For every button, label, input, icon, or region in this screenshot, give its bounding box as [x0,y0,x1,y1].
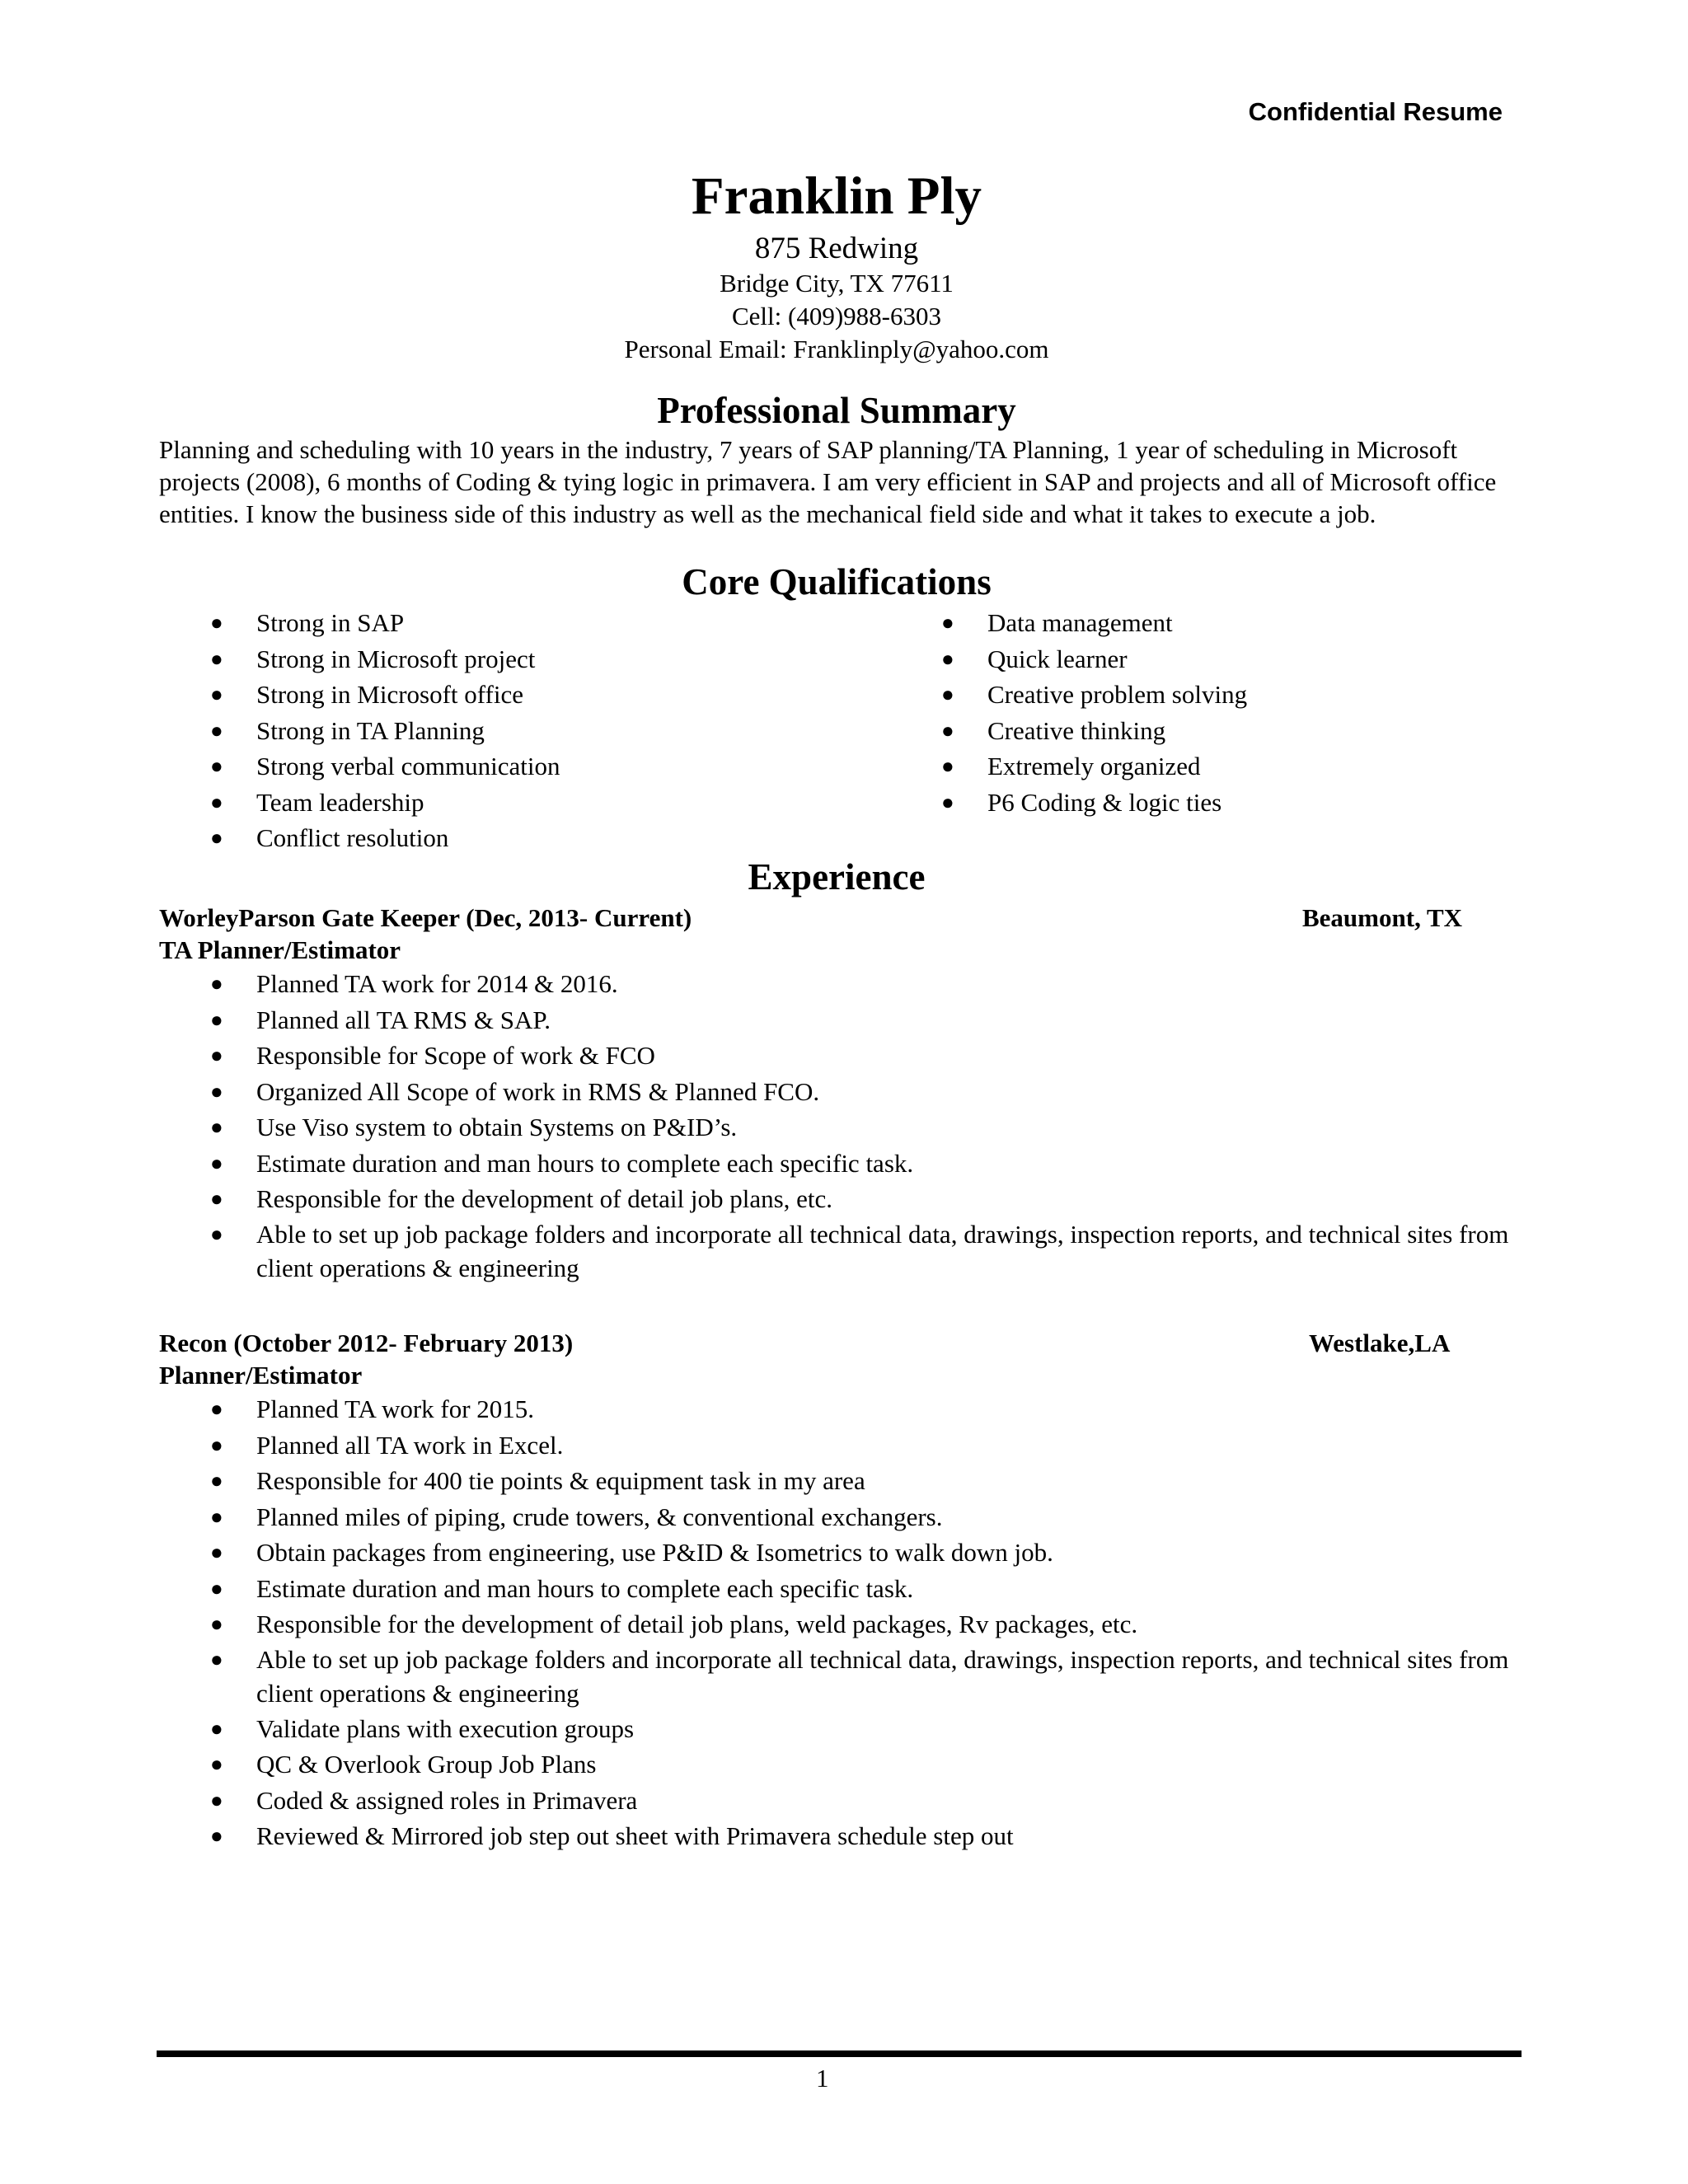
list-item: ● Strong verbal communication [159,748,818,785]
list-item: ● Team leadership [159,785,818,821]
bullet-icon: ● [210,1788,223,1812]
confidential-label: Confidential Resume [1248,97,1503,126]
bullet-icon: ● [210,754,223,778]
bullet-icon: ● [210,1647,223,1671]
job-duties-list [159,966,1511,1286]
bullet-icon: ● [210,1151,223,1175]
bullet-icon: ● [210,646,223,671]
list-item: ● Able to set up job package folders and incorporate all technical data, drawings, inspection reports, and technical sites from client operations & engineering [159,1217,1511,1286]
list-item: ● Data management [890,605,1517,641]
bullet-icon: ● [941,790,954,814]
street-address: 875 Redwing [754,232,919,265]
list-item: ● Responsible for 400 tie points & equipment task in my area [159,1463,1511,1499]
job-duties-list [159,1391,1511,1854]
list-item: ● Obtain packages from engineering, use P&ID & Isometrics to walk down job. [159,1535,1511,1571]
bullet-icon: ● [941,754,954,778]
list-item: ● Responsible for the development of detail job plans, etc. [159,1181,1511,1217]
bullet-icon: ● [941,611,954,635]
job-employer: WorleyParson Gate Keeper (Dec, 2013- Current) [159,903,692,932]
bullet-icon: ● [210,1432,223,1457]
bullet-icon: ● [210,790,223,814]
summary-heading: Professional Summary [657,390,1016,431]
summary-text: Planning and scheduling with 10 years in the industry, 7 years of SAP planning/TA Planning, 1 year of scheduling in Microsoft projects (2008), 6 months of Coding & tying logic in primavera. I am very efficient in SAP and projects and all of Microsoft office entities. I know the business side of this industry as well as the mechanical field side and what it takes to execute a job. [159,435,1497,528]
list-item: ● Validate plans with execution groups [159,1711,1511,1747]
list-item: ● Use Viso system to obtain Systems on P&ID’s. [159,1109,1511,1146]
bullet-icon: ● [210,1079,223,1104]
list-item: ● Strong in TA Planning [159,713,818,749]
qualifications-left-list [159,605,818,856]
bullet-icon: ● [210,1007,223,1032]
bullet-icon: ● [210,972,223,996]
list-item: ● Quick learner [890,641,1517,677]
bullet-icon: ● [210,682,223,706]
list-item: ● Estimate duration and man hours to complete each specific task. [159,1571,1511,1607]
bullet-icon: ● [210,1221,223,1246]
list-item: ● Estimate duration and man hours to complete each specific task. [159,1146,1511,1182]
list-item: ● QC & Overlook Group Job Plans [159,1746,1511,1783]
list-item: ● Planned TA work for 2015. [159,1391,1511,1427]
qualifications-right-list [890,605,1517,820]
list-item: ● Reviewed & Mirrored job step out sheet with Primavera schedule step out [159,1818,1511,1854]
list-item: ● Strong in SAP [159,605,818,641]
job-location: Beaumont, TX [1302,903,1463,932]
bullet-icon: ● [210,1469,223,1493]
bullet-icon: ● [210,1612,223,1636]
job-role: TA Planner/Estimator [159,935,401,964]
list-item: ● Able to set up job package folders and incorporate all technical data, drawings, inspection reports, and technical sites from client operations & engineering [159,1643,1511,1711]
list-item: ● Conflict resolution [159,820,818,856]
bullet-icon: ● [941,682,954,706]
list-item: ● Strong in Microsoft project [159,641,818,677]
cell-phone: Cell: (409)988-6303 [732,302,941,330]
list-item: ● Organized All Scope of work in RMS & Planned FCO. [159,1074,1511,1110]
job-employer: Recon (October 2012- February 2013) [159,1329,574,1357]
experience-heading: Experience [748,856,926,898]
bullet-icon: ● [210,1576,223,1601]
list-item: ● Creative problem solving [890,677,1517,713]
list-item: ● Creative thinking [890,713,1517,749]
city-state-zip: Bridge City, TX 77611 [720,269,954,298]
list-item: ● Responsible for the development of detail job plans, weld packages, Rv packages, etc. [159,1606,1511,1643]
candidate-name: Franklin Ply [691,166,982,226]
bullet-icon: ● [210,1752,223,1776]
personal-email: Personal Email: Franklinply@yahoo.com [624,335,1049,363]
page-number: 1 [816,2064,829,2093]
list-item: ● Planned all TA work in Excel. [159,1427,1511,1464]
list-item: ● Extremely organized [890,748,1517,785]
bullet-icon: ● [210,1824,223,1848]
qualifications-heading: Core Qualifications [682,561,992,602]
bullet-icon: ● [210,1504,223,1529]
job-location: Westlake,LA [1309,1329,1451,1357]
bullet-icon: ● [210,1397,223,1421]
bullet-icon: ● [210,718,223,743]
list-item: ● P6 Coding & logic ties [890,785,1517,821]
list-item: ● Responsible for Scope of work & FCO [159,1038,1511,1074]
list-item: ● Strong in Microsoft office [159,677,818,713]
bullet-icon: ● [210,1187,223,1211]
list-item: ● Planned all TA RMS & SAP. [159,1002,1511,1038]
job-role: Planner/Estimator [159,1361,363,1390]
bullet-icon: ● [210,1540,223,1564]
bullet-icon: ● [210,611,223,635]
list-item: ● Coded & assigned roles in Primavera [159,1783,1511,1819]
bullet-icon: ● [210,1115,223,1139]
list-item: ● Planned TA work for 2014 & 2016. [159,966,1511,1002]
bullet-icon: ● [941,646,954,671]
bullet-icon: ● [941,718,954,743]
list-item: ● Planned miles of piping, crude towers, & conventional exchangers. [159,1499,1511,1535]
contact-header [157,162,1517,366]
bullet-icon: ● [210,1043,223,1067]
bullet-icon: ● [210,1716,223,1741]
footer-divider [157,2050,1522,2057]
bullet-icon: ● [210,826,223,850]
